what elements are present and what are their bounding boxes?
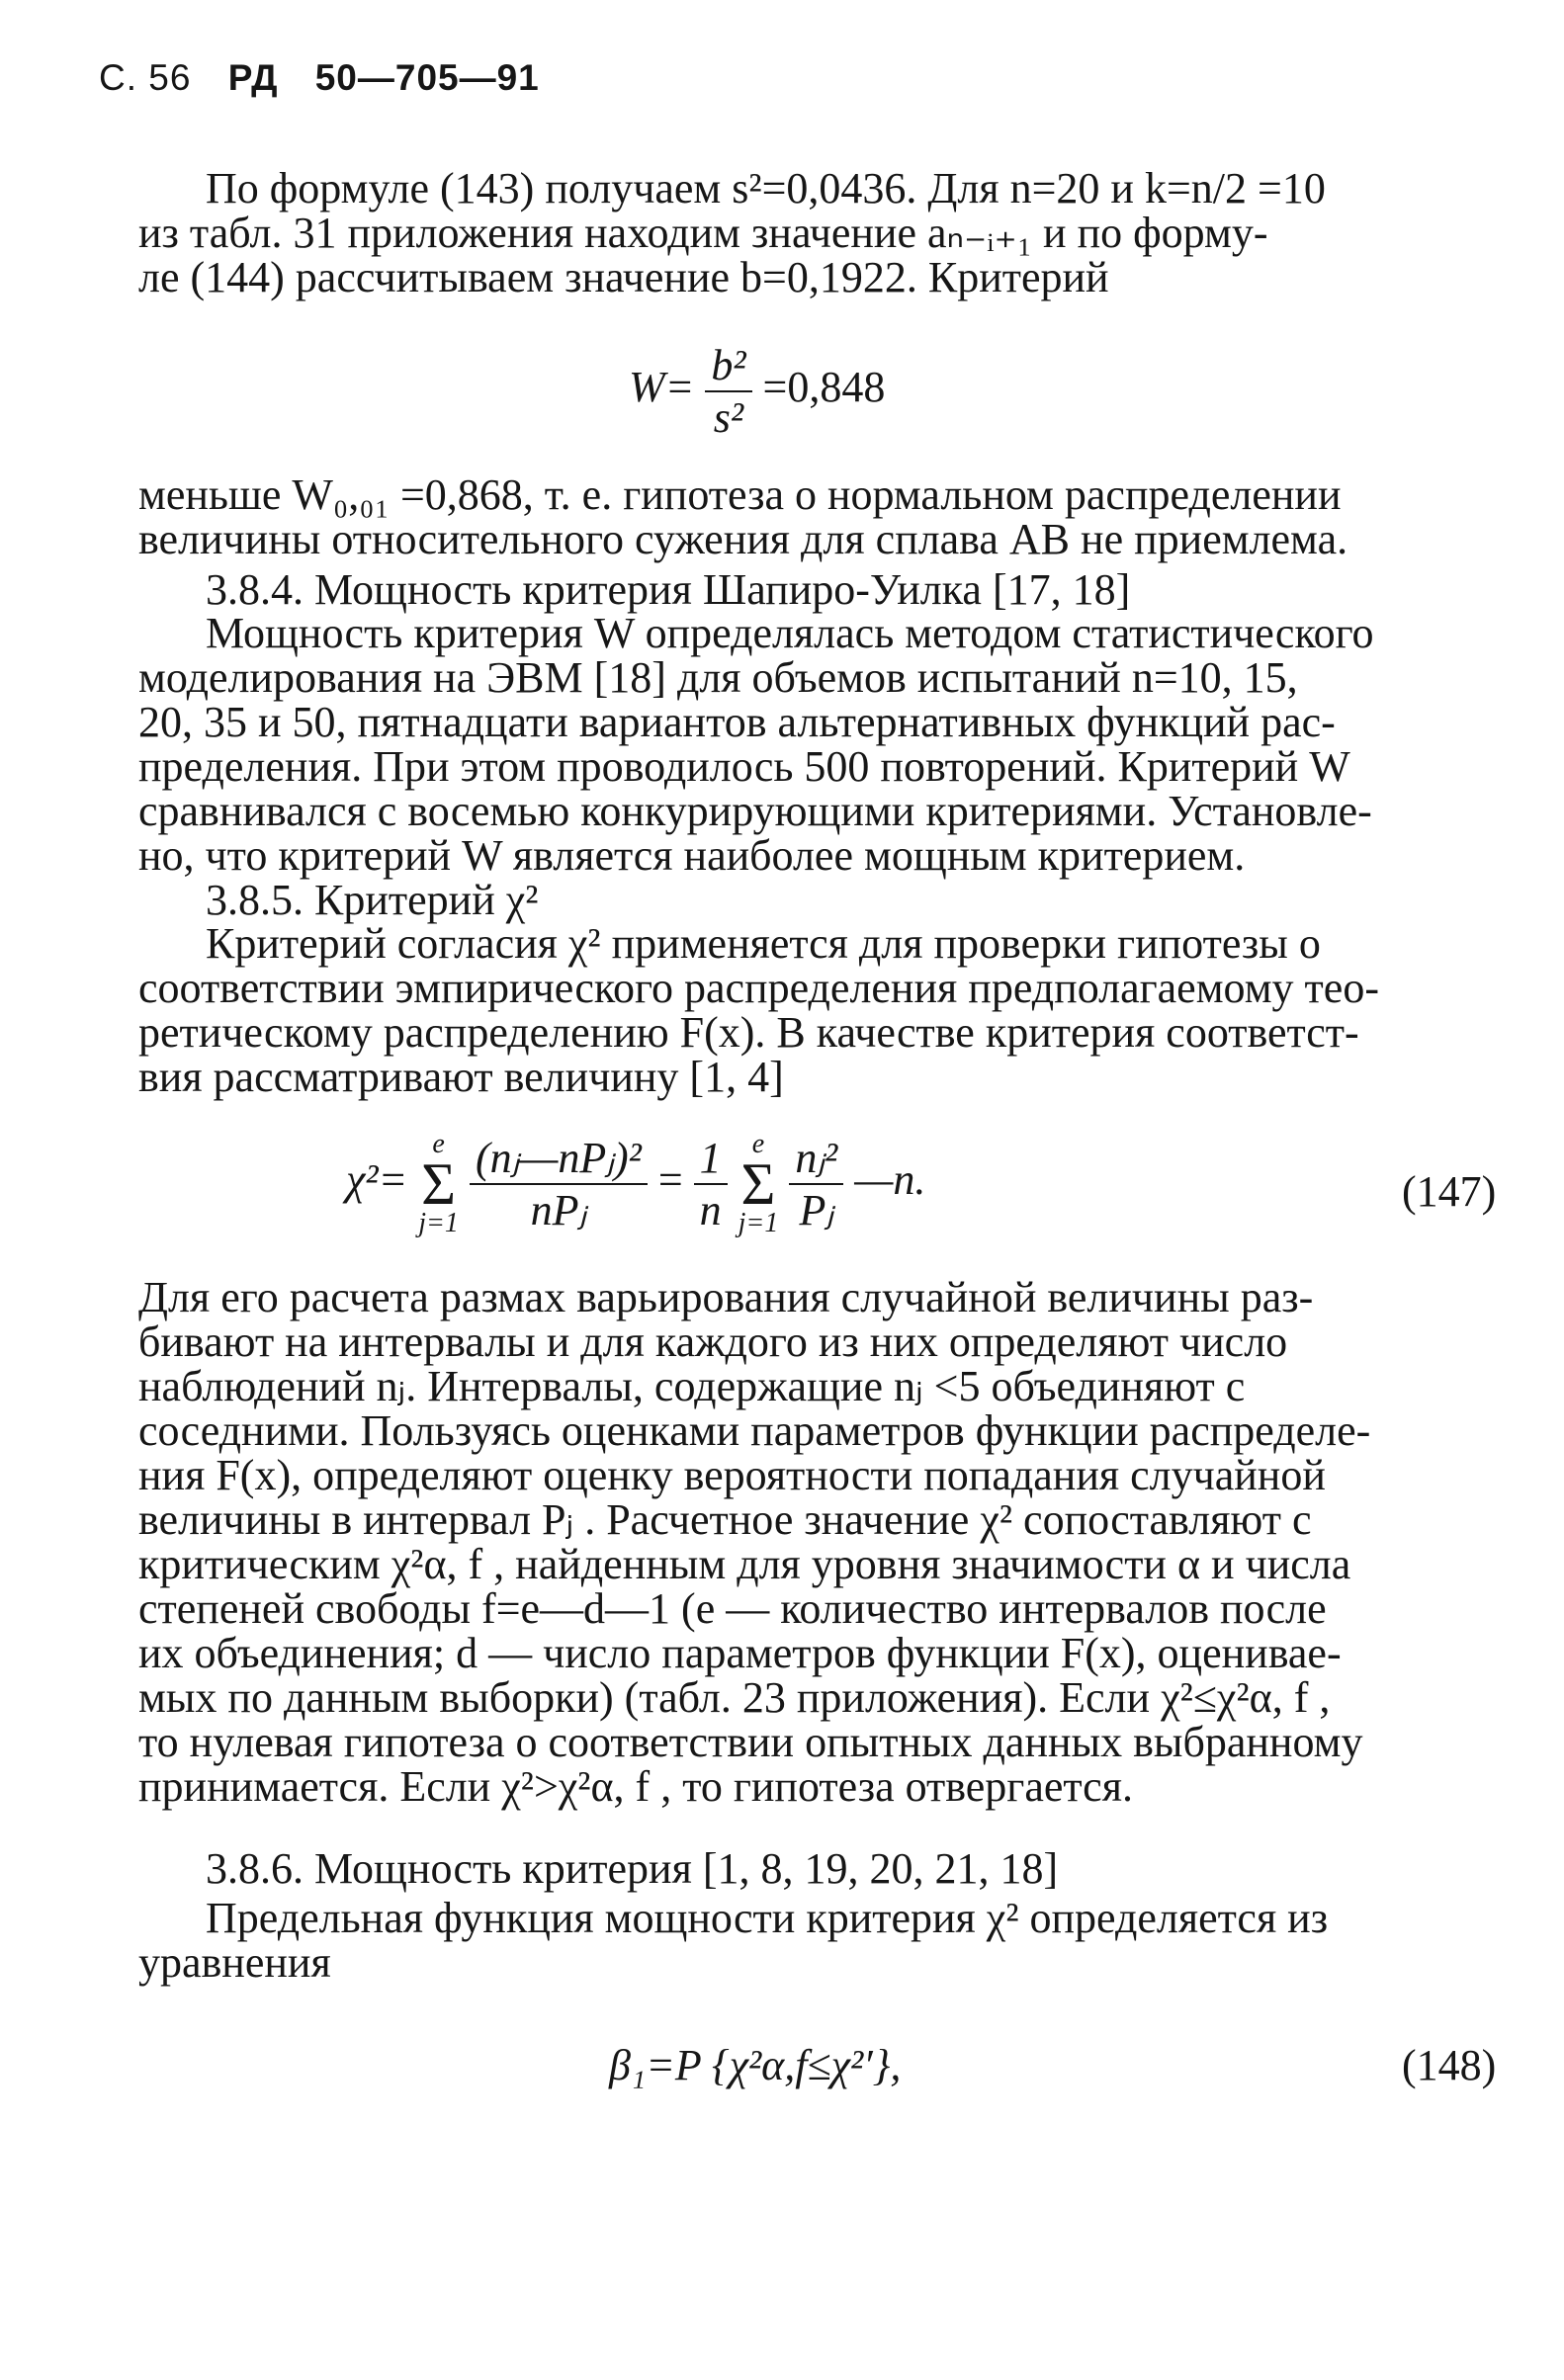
- paragraph-3: [138, 611, 1522, 878]
- text-line: величины в интервал Pⱼ . Расчетное значение χ² сопоставляют с: [138, 1495, 1312, 1544]
- formula-148: β₁=P {χ²α,f≤χ²′},: [609, 2041, 902, 2089]
- fraction-3-denominator: Pⱼ: [799, 1186, 834, 1234]
- text-line: из табл. 31 приложения находим значение aₙ₋ᵢ₊₁ и по форму-: [138, 209, 1268, 257]
- text-line: соответствии эмпирического распределения предполагаемому тео-: [138, 964, 1379, 1012]
- document-number: 50—705—91: [314, 57, 540, 98]
- section-3-8-4: [138, 567, 1522, 612]
- equals-sign: =: [657, 1155, 683, 1205]
- fraction-2-denominator: n: [699, 1186, 722, 1234]
- fraction-1-denominator: nPⱼ: [530, 1186, 587, 1234]
- formula-w-numerator: b²: [705, 340, 751, 392]
- text-line: соседними. Пользуясь оценками параметров функции распределе-: [138, 1406, 1371, 1455]
- sigma-icon: Σ: [421, 1151, 457, 1217]
- fraction-2: [694, 1133, 728, 1235]
- text-line: величины относительного сужения для сплава АВ не приемлема.: [138, 515, 1348, 563]
- fraction-2-numerator: 1: [694, 1133, 728, 1185]
- paragraph-2: [138, 472, 1522, 561]
- formula-w-rhs: =0,848: [762, 363, 886, 412]
- text-line: ретическому распределению F(x). В качестве критерия соответст-: [138, 1008, 1359, 1057]
- text-line: наблюдений nⱼ. Интервалы, содержащие nⱼ <5 объединяют с: [138, 1362, 1246, 1410]
- formula-147-lhs: χ²=: [346, 1155, 408, 1205]
- text-line: 20, 35 и 50, пятнадцати вариантов альтернативных функций рас-: [138, 698, 1336, 746]
- section-3-8-5: [138, 878, 1522, 922]
- equation-number-148: (148): [1402, 2041, 1497, 2089]
- text-line: сравнивался с восемью конкурирующими критериями. Установле-: [138, 787, 1372, 835]
- section-heading: 3.8.6. Мощность критерия [1, 8, 19, 20, 21, 18]: [206, 1844, 1059, 1893]
- sigma-icon: Σ: [740, 1151, 776, 1217]
- text-line: то нулевая гипотеза о соответствии опытных данных выбранному: [138, 1718, 1363, 1766]
- formula-w-fraction: [705, 340, 751, 443]
- text-line: уравнения: [138, 1938, 331, 1987]
- document-code: РД: [227, 57, 279, 98]
- text-line: моделирования на ЭВМ [18] для объемов испытаний n=10, 15,: [138, 653, 1298, 702]
- paragraph-5: [138, 1275, 1522, 1809]
- sum-lower-limit: j=1: [418, 1208, 459, 1238]
- text-line: но, что критерий W является наиболее мощным критерием.: [138, 831, 1246, 880]
- text-line: Мощность критерия W определялась методом статистического: [206, 609, 1374, 657]
- formula-w-lhs: W=: [629, 363, 695, 412]
- paragraph-6: [138, 1896, 1522, 1985]
- fraction-1: [470, 1133, 648, 1235]
- sum-lower-limit: j=1: [738, 1208, 779, 1238]
- equation-number-147: (147): [1402, 1167, 1497, 1216]
- text-line: ния F(x), определяют оценку вероятности попадания случайной: [138, 1451, 1326, 1499]
- text-line: Для его расчета размах варьирования случайной величины раз-: [138, 1273, 1314, 1321]
- formula-w: [629, 340, 885, 443]
- text-line: критическим χ²α, f , найденным для уровня значимости α и числа: [138, 1540, 1351, 1588]
- text-line: их объединения; d — число параметров функции F(x), оценивае-: [138, 1629, 1342, 1677]
- text-line: По формуле (143) получаем s²=0,0436. Для n=20 и k=n/2 =10: [206, 164, 1326, 212]
- page-header: [99, 57, 540, 99]
- sum-upper-limit: e: [432, 1129, 445, 1159]
- text-line: пределения. При этом проводилось 500 повторений. Критерий W: [138, 742, 1350, 791]
- sum-upper-limit: e: [751, 1129, 765, 1159]
- text-line: степеней свободы f=e—d—1 (e — количество интервалов после: [138, 1584, 1327, 1633]
- text-line: принимается. Если χ²>χ²α, f , то гипотеза отвергается.: [138, 1762, 1133, 1811]
- paragraph-4: [138, 921, 1522, 1099]
- text-line: меньше W₀,₀₁ =0,868, т. е. гипотеза о нормальном распределении: [138, 470, 1342, 519]
- formula-147-tail: —n.: [854, 1155, 926, 1205]
- section-heading: 3.8.5. Критерий χ²: [206, 876, 539, 924]
- text-line: Критерий согласия χ² применяется для проверки гипотезы о: [206, 919, 1321, 968]
- page-number: С. 56: [99, 57, 192, 98]
- sum-symbol-1: [418, 1125, 459, 1243]
- fraction-3: [789, 1133, 843, 1235]
- formula-w-denominator: s²: [713, 393, 744, 442]
- text-line: ле (144) рассчитываем значение b=0,1922. Критерий: [138, 253, 1109, 301]
- fraction-1-numerator: (nⱼ—nPⱼ)²: [470, 1133, 648, 1185]
- text-line: Предельная функция мощности критерия χ² определяется из: [206, 1894, 1329, 1942]
- sum-symbol-2: [739, 1125, 779, 1243]
- fraction-3-numerator: nⱼ²: [789, 1133, 843, 1185]
- text-line: бивают на интервалы и для каждого из них определяют число: [138, 1318, 1288, 1366]
- text-line: вия рассматривают величину [1, 4]: [138, 1053, 784, 1101]
- section-heading: 3.8.4. Мощность критерия Шапиро-Уилка [17, 18]: [206, 565, 1131, 614]
- section-3-8-6: [138, 1846, 1522, 1891]
- text-line: мых по данным выборки) (табл. 23 приложения). Если χ²≤χ²α, f ,: [138, 1673, 1331, 1722]
- paragraph-1: [138, 166, 1522, 299]
- formula-147: [346, 1125, 925, 1243]
